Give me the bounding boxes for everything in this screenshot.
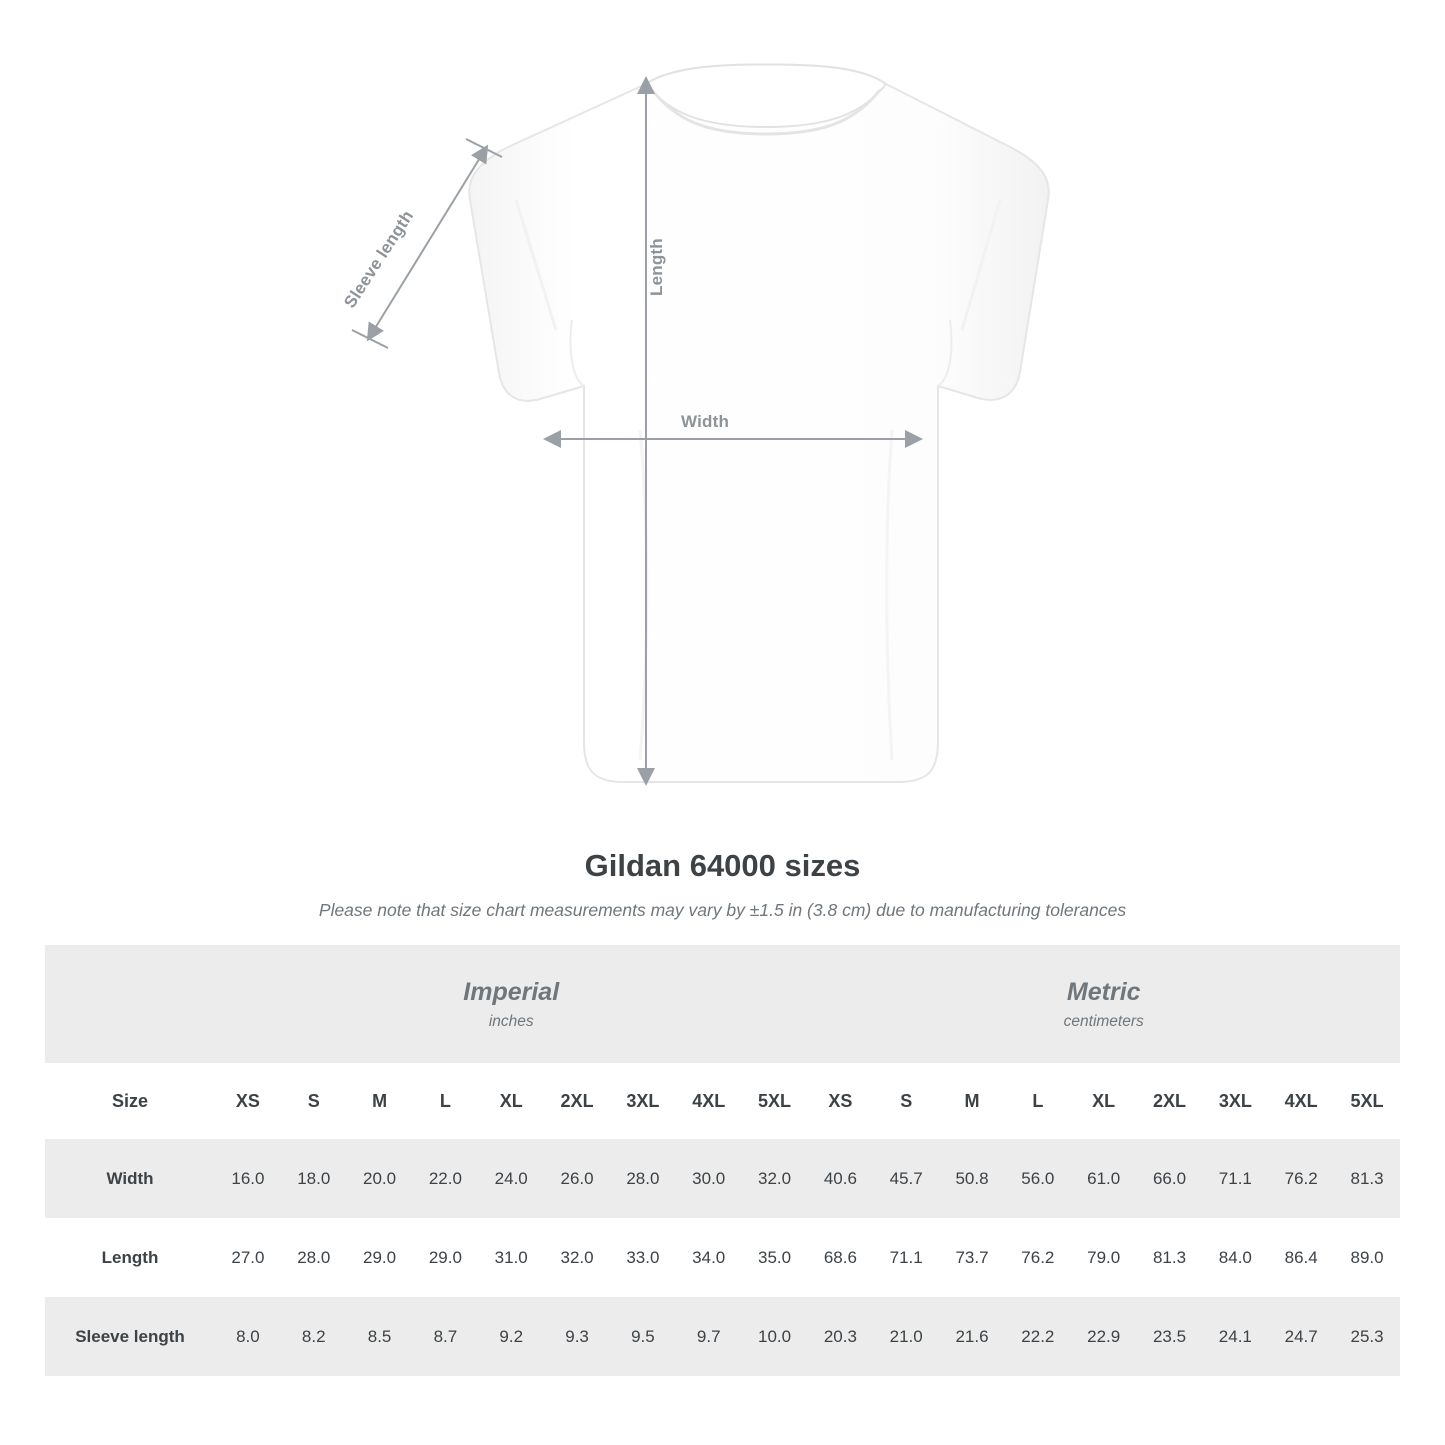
width-xs-cm: 40.6 <box>807 1139 873 1218</box>
size-col-5xl-metric: 5XL <box>1334 1063 1400 1139</box>
sleeve-5xl-cm: 25.3 <box>1334 1297 1400 1376</box>
unit-imperial-sub: inches <box>488 1012 534 1030</box>
size-chart-table <box>45 945 1400 1376</box>
width-l-cm: 56.0 <box>1005 1139 1071 1218</box>
width-5xl-in: 32.0 <box>742 1139 808 1218</box>
width-4xl-cm: 76.2 <box>1268 1139 1334 1218</box>
size-col-2xl-metric: 2XL <box>1137 1063 1203 1139</box>
length-xs-cm: 68.6 <box>807 1218 873 1297</box>
width-5xl-cm: 81.3 <box>1334 1139 1400 1218</box>
length-xl-in: 31.0 <box>478 1218 544 1297</box>
width-m-cm: 50.8 <box>939 1139 1005 1218</box>
length-5xl-in: 35.0 <box>742 1218 808 1297</box>
table-row <box>45 1297 1400 1376</box>
width-3xl-in: 28.0 <box>610 1139 676 1218</box>
size-col-3xl-metric: 3XL <box>1202 1063 1268 1139</box>
length-s-cm: 71.1 <box>873 1218 939 1297</box>
sleeve-4xl-cm: 24.7 <box>1268 1297 1334 1376</box>
width-2xl-cm: 66.0 <box>1137 1139 1203 1218</box>
size-col-4xl-imperial: 4XL <box>676 1063 742 1139</box>
length-s-in: 28.0 <box>281 1218 347 1297</box>
width-xl-in: 24.0 <box>478 1139 544 1218</box>
size-col-xl-imperial: XL <box>478 1063 544 1139</box>
row-label-length: Length <box>45 1218 215 1297</box>
unit-metric-name: Metric <box>1066 978 1141 1007</box>
sleeve-s-in: 8.2 <box>281 1297 347 1376</box>
length-label: Length <box>647 238 666 296</box>
unit-metric-sub: centimeters <box>1063 1012 1144 1030</box>
size-col-l-imperial: L <box>412 1063 478 1139</box>
size-col-xs-imperial: XS <box>215 1063 281 1139</box>
length-3xl-cm: 84.0 <box>1202 1218 1268 1297</box>
sleeve-m-in: 8.5 <box>347 1297 413 1376</box>
sleeve-m-cm: 21.6 <box>939 1297 1005 1376</box>
length-2xl-cm: 81.3 <box>1137 1218 1203 1297</box>
size-col-3xl-imperial: 3XL <box>610 1063 676 1139</box>
size-col-xl-metric: XL <box>1071 1063 1137 1139</box>
width-2xl-in: 26.0 <box>544 1139 610 1218</box>
length-l-in: 29.0 <box>412 1218 478 1297</box>
length-3xl-in: 33.0 <box>610 1218 676 1297</box>
size-col-m-imperial: M <box>347 1063 413 1139</box>
width-s-cm: 45.7 <box>873 1139 939 1218</box>
page-title: Gildan 64000 sizes <box>584 848 861 883</box>
unit-header-metric <box>807 945 1400 1063</box>
size-col-l-metric: L <box>1005 1063 1071 1139</box>
sleeve-2xl-cm: 23.5 <box>1137 1297 1203 1376</box>
length-4xl-cm: 86.4 <box>1268 1218 1334 1297</box>
width-3xl-cm: 71.1 <box>1202 1139 1268 1218</box>
sleeve-xs-in: 8.0 <box>215 1297 281 1376</box>
sleeve-xl-in: 9.2 <box>478 1297 544 1376</box>
size-col-5xl-imperial: 5XL <box>742 1063 808 1139</box>
width-m-in: 20.0 <box>347 1139 413 1218</box>
title-block <box>0 848 1445 921</box>
row-label-sleeve-length: Sleeve length <box>45 1297 215 1376</box>
sleeve-3xl-in: 9.5 <box>610 1297 676 1376</box>
size-col-2xl-imperial: 2XL <box>544 1063 610 1139</box>
unit-header-imperial <box>215 945 807 1063</box>
length-4xl-in: 34.0 <box>676 1218 742 1297</box>
size-header-row <box>45 1063 1400 1139</box>
sleeve-l-cm: 22.2 <box>1005 1297 1071 1376</box>
width-s-in: 18.0 <box>281 1139 347 1218</box>
width-xs-in: 16.0 <box>215 1139 281 1218</box>
length-l-cm: 76.2 <box>1005 1218 1071 1297</box>
size-col-m-metric: M <box>939 1063 1005 1139</box>
width-4xl-in: 30.0 <box>676 1139 742 1218</box>
size-table-wrap <box>0 945 1445 1376</box>
length-xs-in: 27.0 <box>215 1218 281 1297</box>
size-col-s-imperial: S <box>281 1063 347 1139</box>
sleeve-5xl-in: 10.0 <box>742 1297 808 1376</box>
width-l-in: 22.0 <box>412 1139 478 1218</box>
sleeve-s-cm: 21.0 <box>873 1297 939 1376</box>
size-header-label: Size <box>45 1063 215 1139</box>
sleeve-4xl-in: 9.7 <box>676 1297 742 1376</box>
sleeve-3xl-cm: 24.1 <box>1202 1297 1268 1376</box>
shirt-shape <box>469 65 1049 783</box>
size-col-s-metric: S <box>873 1063 939 1139</box>
length-m-cm: 73.7 <box>939 1218 1005 1297</box>
size-col-4xl-metric: 4XL <box>1268 1063 1334 1139</box>
unit-header-blank <box>45 945 215 1063</box>
size-col-xs-metric: XS <box>807 1063 873 1139</box>
length-5xl-cm: 89.0 <box>1334 1218 1400 1297</box>
table-row <box>45 1218 1400 1297</box>
unit-header-row <box>45 945 1400 1063</box>
length-m-in: 29.0 <box>347 1218 413 1297</box>
length-2xl-in: 32.0 <box>544 1218 610 1297</box>
sleeve-l-in: 8.7 <box>412 1297 478 1376</box>
tolerance-note: Please note that size chart measurements may vary by ±1.5 in (3.8 cm) due to manufacturing tolerances <box>318 900 1127 920</box>
width-xl-cm: 61.0 <box>1071 1139 1137 1218</box>
table-row <box>45 1139 1400 1218</box>
sleeve-xl-cm: 22.9 <box>1071 1297 1137 1376</box>
unit-imperial-name: Imperial <box>463 978 560 1007</box>
width-label: Width <box>681 412 730 431</box>
sleeve-xs-cm: 20.3 <box>807 1297 873 1376</box>
length-xl-cm: 79.0 <box>1071 1218 1137 1297</box>
row-label-width: Width <box>45 1139 215 1218</box>
sleeve-length-label: Sleeve length <box>340 207 418 312</box>
sleeve-2xl-in: 9.3 <box>544 1297 610 1376</box>
